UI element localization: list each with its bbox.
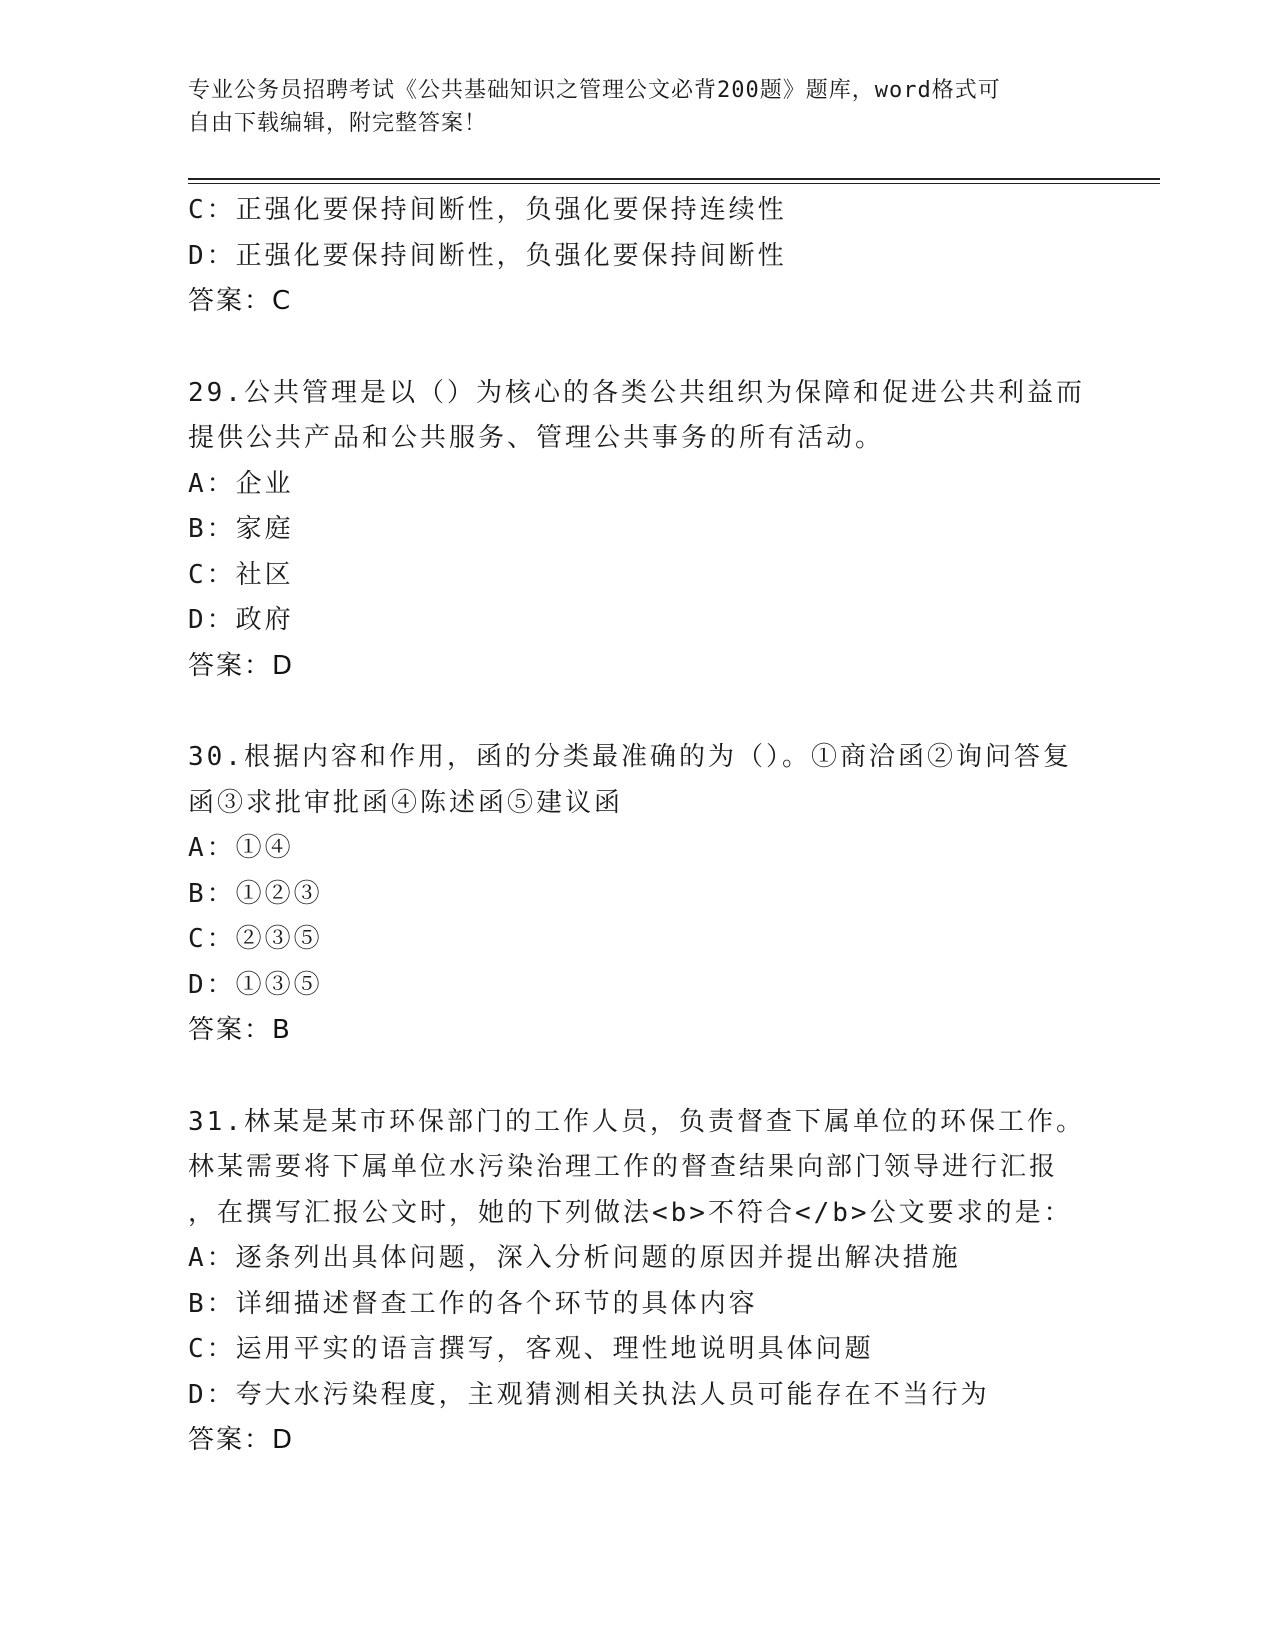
- question-stem-line: 30.根据内容和作用，函的分类最准确的为（）。①商洽函②询问答复: [188, 742, 1072, 772]
- option-a: A：①④: [188, 833, 294, 863]
- option-b: B：①②③: [188, 878, 323, 909]
- option-d: D：夸大水污染程度，主观猜测相关执法人员可能存在不当行为: [188, 1379, 990, 1410]
- spacer: [188, 325, 1088, 371]
- header-line-2: 自由下载编辑，附完整答案！: [188, 111, 488, 136]
- question-stem-line: ，在撰写汇报公文时，她的下列做法<b>不符合</b>公文要求的是：: [188, 1197, 1073, 1228]
- question-stem-line: 函③求批审批函④陈述函⑤建议函: [188, 787, 624, 818]
- question-stem-line: 林某需要将下属单位水污染治理工作的督查结果向部门领导进行汇报: [188, 1152, 1059, 1182]
- question-31: [188, 1100, 1088, 1464]
- question-29: [188, 371, 1088, 690]
- option-c: C：社区: [188, 559, 294, 590]
- option-a: A：企业: [188, 468, 294, 499]
- question-stem-line: 31.林某是某市环保部门的工作人员，负责督查下属单位的环保工作。: [188, 1106, 1085, 1137]
- option-b: B：家庭: [188, 514, 294, 544]
- question-30: [188, 735, 1088, 1054]
- option-b: B：详细描述督查工作的各个环节的具体内容: [188, 1288, 758, 1319]
- previous-question-tail: [188, 188, 1088, 325]
- option-c: C：正强化要保持间断性，负强化要保持连续性: [188, 195, 787, 225]
- option-a: A：逐条列出具体问题，深入分析问题的原因并提出解决措施: [188, 1243, 961, 1273]
- document-header: [188, 74, 1088, 140]
- answer-line: 答案：C: [188, 286, 293, 316]
- answer-line: 答案：D: [188, 650, 295, 681]
- option-d: D：①③⑤: [188, 969, 323, 1000]
- question-stem-line: 提供公共产品和公共服务、管理公共事务的所有活动。: [188, 423, 885, 453]
- header-divider: [188, 178, 1160, 184]
- question-stem-line: 29.公共管理是以（）为核心的各类公共组织为保障和促进公共利益而: [188, 377, 1085, 408]
- question-content: [188, 188, 1088, 1464]
- option-d: D：正强化要保持间断性，负强化要保持间断性: [188, 240, 787, 271]
- option-d: D：政府: [188, 605, 294, 635]
- option-c: C：②③⑤: [188, 924, 323, 954]
- spacer: [188, 1054, 1088, 1100]
- spacer: [188, 689, 1088, 735]
- header-line-1: 专业公务员招聘考试《公共基础知识之管理公文必背200题》题库，word格式可: [188, 78, 1001, 103]
- option-c: C：运用平实的语言撰写，客观、理性地说明具体问题: [188, 1334, 874, 1364]
- answer-line: 答案：B: [188, 1015, 292, 1045]
- answer-line: 答案：D: [188, 1425, 295, 1455]
